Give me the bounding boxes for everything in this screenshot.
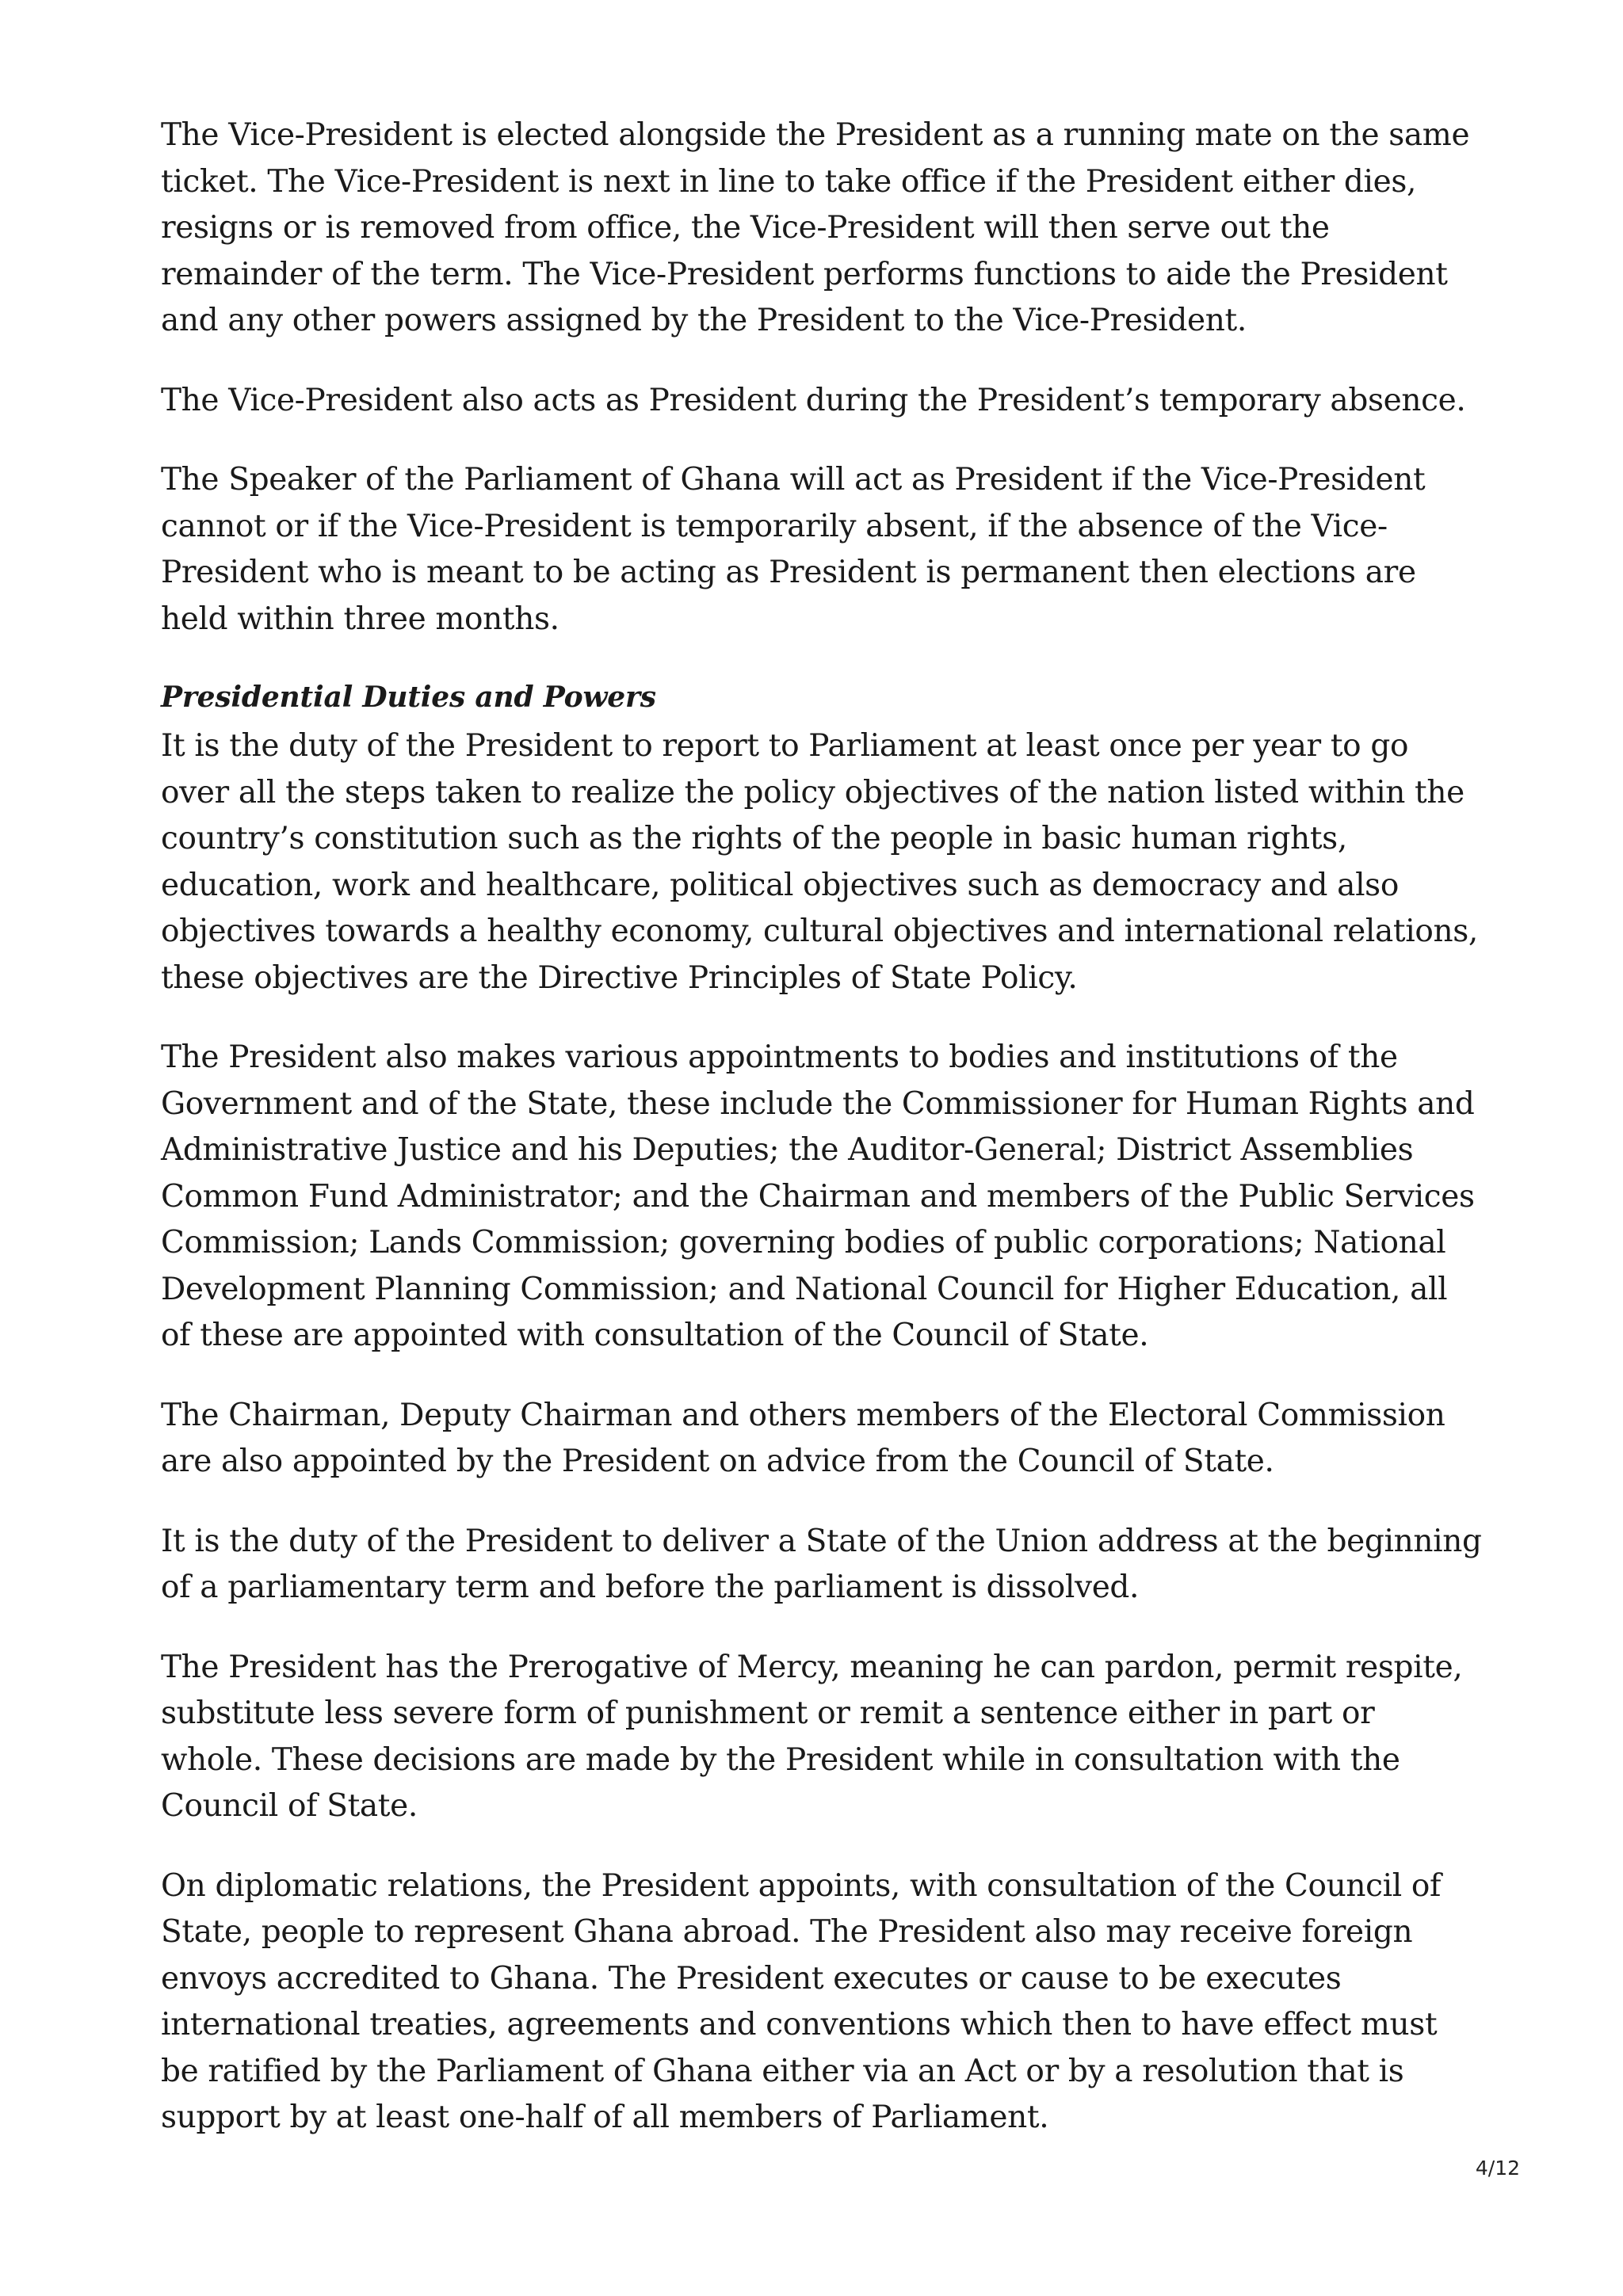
paragraph-vice-president-election: The Vice-President is elected alongside the President as a running mate on the same ticket. The Vice-President is next in line to take office if the President either dies, resigns or is removed from office, the Vice-President will then serve out the remainder of the term. The Vice-President performs functions to aide the President and any other powers assigned by the President to the Vice-President. <box>161 117 1470 338</box>
paragraph-diplomatic-relations: On diplomatic relations, the President appoints, with consultation of the Council of State, people to represent Ghana abroad. The President also may receive foreign envoys accredited to Ghana. The President executes or cause to be executes international treaties, agreements and conventions which then to have effect must be ratified by the Parliament of Ghana either via an Act or by a resolution that is support by at least one-half of all members of Parliament. <box>161 1867 1442 2135</box>
paragraph-report-to-parliament: It is the duty of the President to report to Parliament at least once per year to go over all the steps taken to realize the policy objectives of the nation listed within the country’s constitution such as the rights of the people in basic human rights, education, work and healthcare, political objectives such as democracy and also objectives towards a healthy economy, cultural objectives and international relations, these objectives are the Directive Principles of State Policy. <box>161 728 1478 996</box>
page-number: 4/12 <box>1475 2157 1520 2180</box>
paragraph-appointments: The President also makes various appointments to bodies and institutions of the Government and of the State, these include the Commissioner for Human Rights and Administrative Justice and his Deputies; the Auditor-General; District Assemblies Common Fund Administrator; and the Chairman and members of the Public Services Commission; Lands Commission; governing bodies of public corporations; National Development Planning Commission; and National Council for Higher Education, all of these are appointed with consultation of the Council of State. <box>161 1039 1475 1353</box>
section-heading-duties-powers: Presidential Duties and Powers <box>161 681 656 714</box>
paragraph-speaker-acting: The Speaker of the Parliament of Ghana will act as President if the Vice-President cannot or if the Vice-President is temporarily absent, if the absence of the Vice-President who is meant to be acting as President is permanent then elections are held within three months. <box>161 462 1426 637</box>
document-body <box>161 113 1483 2142</box>
paragraph-state-address: It is the duty of the President to deliver a State of the Union address at the beginning of a parliamentary term and before the parliament is dissolved. <box>161 1523 1482 1605</box>
paragraph-vice-president-acting: The Vice-President also acts as President during the President’s temporary absence. <box>161 382 1466 418</box>
paragraph-electoral-commission: The Chairman, Deputy Chairman and others members of the Electoral Commission are also appointed by the President on advice from the Council of State. <box>161 1397 1445 1479</box>
paragraph-prerogative-of-mercy: The President has the Prerogative of Mercy, meaning he can pardon, permit respite, substitute less severe form of punishment or remit a sentence either in part or whole. These decisions are made by the President while in consultation with the Council of State. <box>161 1649 1463 1824</box>
